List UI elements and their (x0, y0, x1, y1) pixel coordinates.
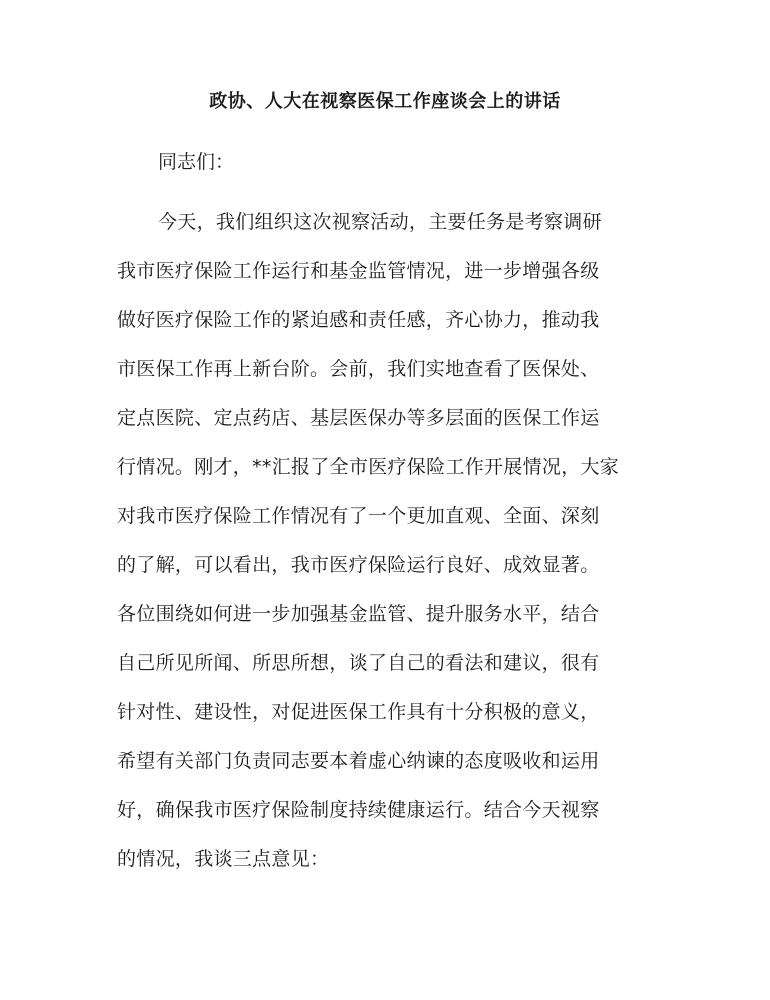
paragraph-line: 的了解，可以看出，我市医疗保险运行良好、成效显著。 (117, 554, 600, 576)
paragraph-line: 希望有关部门负责同志要本着虚心纳谏的态度吸收和运用 (117, 750, 600, 772)
paragraph-line: 行情况。刚才，**汇报了全市医疗保险工作开展情况，大家 (117, 456, 620, 478)
paragraph-line: 今天，我们组织这次视察活动，主要任务是考察调研 (158, 211, 602, 233)
paragraph-line: 针对性、建设性，对促进医保工作具有十分积极的意义， (117, 701, 600, 723)
paragraph-line: 好，确保我市医疗保险制度持续健康运行。结合今天视察 (117, 799, 600, 821)
paragraph-line: 市医保工作再上新台阶。会前，我们实地查看了医保处、 (117, 358, 600, 380)
paragraph-line: 对我市医疗保险工作情况有了一个更加直观、全面、深刻 (117, 505, 600, 527)
paragraph-line: 做好医疗保险工作的紧迫感和责任感，齐心协力，推动我 (117, 309, 600, 331)
paragraph-line: 自己所见所闻、所思所想，谈了自己的看法和建议，很有 (117, 652, 600, 674)
paragraph-line: 的情况，我谈三点意见： (117, 848, 330, 870)
document-title: 政协、人大在视察医保工作座谈会上的讲话 (209, 91, 561, 112)
greeting: 同志们： (158, 151, 235, 173)
paragraph-line: 各位围绕如何进一步加强基金监管、提升服务水平，结合 (117, 603, 600, 625)
paragraph-line: 我市医疗保险工作运行和基金监管情况，进一步增强各级 (117, 260, 600, 282)
paragraph-line: 定点医院、定点药店、基层医保办等多层面的医保工作运 (117, 407, 600, 429)
